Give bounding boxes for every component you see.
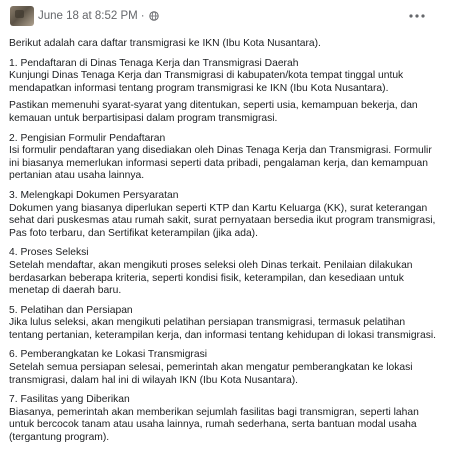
section-text: Biasanya, pemerintah akan memberikan sejumlah fasilitas bagi transmigran, seperti lahan untuk bercocok tanam atau usaha lainnya, rumah sederhana, serta bantuan modal usaha (tergantung program). (9, 406, 419, 444)
section-4 (9, 247, 439, 297)
section-heading: 2. Pengisian Formulir Pendaftaran (9, 132, 166, 144)
section-3 (9, 190, 439, 240)
section-heading: 6. Pemberangkatan ke Lokasi Transmigrasi (9, 349, 208, 361)
section-5 (9, 305, 439, 343)
section-6 (9, 349, 439, 387)
section-1 (9, 58, 439, 126)
more-horizontal-icon[interactable] (405, 8, 429, 24)
post-meta (38, 10, 159, 22)
section-text: Kunjungi Dinas Tenaga Kerja dan Transmigrasi di kabupaten/kota tempat tinggal untuk mendapatkan informasi tentang program transmigrasi ke IKN (Ibu Kota Nusantara). (9, 70, 404, 94)
section-heading: 1. Pendaftaran di Dinas Tenaga Kerja dan Transmigrasi Daerah (9, 57, 299, 69)
section-2 (9, 133, 439, 183)
section-text: Setelah mendaftar, akan mengikuti proses seleksi oleh Dinas terkait. Penilaian dilakukan berdasarkan beberapa kriteria, seperti kondisi fisik, keterampilan, dan kesediaan untuk menetap di daerah baru. (9, 259, 413, 297)
avatar[interactable] (10, 6, 34, 26)
section-text-2: Pastikan memenuhi syarat-syarat yang ditentukan, seperti usia, kemampuan bekerja, dan kemauan untuk berpartisipasi dalam program transmigrasi. (9, 100, 418, 124)
post-timestamp[interactable]: June 18 at 8:52 PM (38, 10, 138, 22)
post-body (9, 38, 439, 452)
post-intro: Berikut adalah cara daftar transmigrasi ke IKN (Ibu Kota Nusantara). (9, 38, 321, 49)
meta-separator: · (140, 10, 145, 22)
section-heading: 7. Fasilitas yang Diberikan (9, 394, 130, 406)
section-heading: 5. Pelatihan dan Persiapan (9, 304, 133, 316)
section-text: Jika lulus seleksi, akan mengikuti pelatihan persiapan transmigrasi, termasuk pelatihan tentang pertanian, keterampilan kerja, dan informasi tentang kehidupan di lokasi transmigrasi. (9, 317, 436, 341)
section-text: Isi formulir pendaftaran yang disediakan oleh Dinas Tenaga Kerja dan Transmigrasi. Formulir ini biasanya memerlukan informasi seperti data pribadi, pengalaman kerja, dan kemampuan pertanian atau usaha lainnya. (9, 145, 432, 182)
section-heading: 3. Melengkapi Dokumen Persyaratan (9, 189, 179, 201)
section-text: Dokumen yang biasanya diperlukan seperti KTP dan Kartu Keluarga (KK), surat keterangan sehat dari puskesmas atau rumah sakit, surat pernyataan bersedia ikut program transmigrasi, Pas foto terbaru, dan Sertifikat keterampilan (jika ada). (9, 202, 436, 239)
section-heading: 4. Proses Seleksi (9, 247, 89, 259)
section-text: Setelah semua persiapan selesai, pemerintah akan mengatur pemberangkatan ke lokasi transmigrasi, dalam hal ini di wilayah IKN (Ibu Kota Nusantara). (9, 362, 413, 386)
post-header (6, 0, 443, 34)
section-7 (9, 394, 439, 444)
globe-icon[interactable] (149, 11, 159, 21)
